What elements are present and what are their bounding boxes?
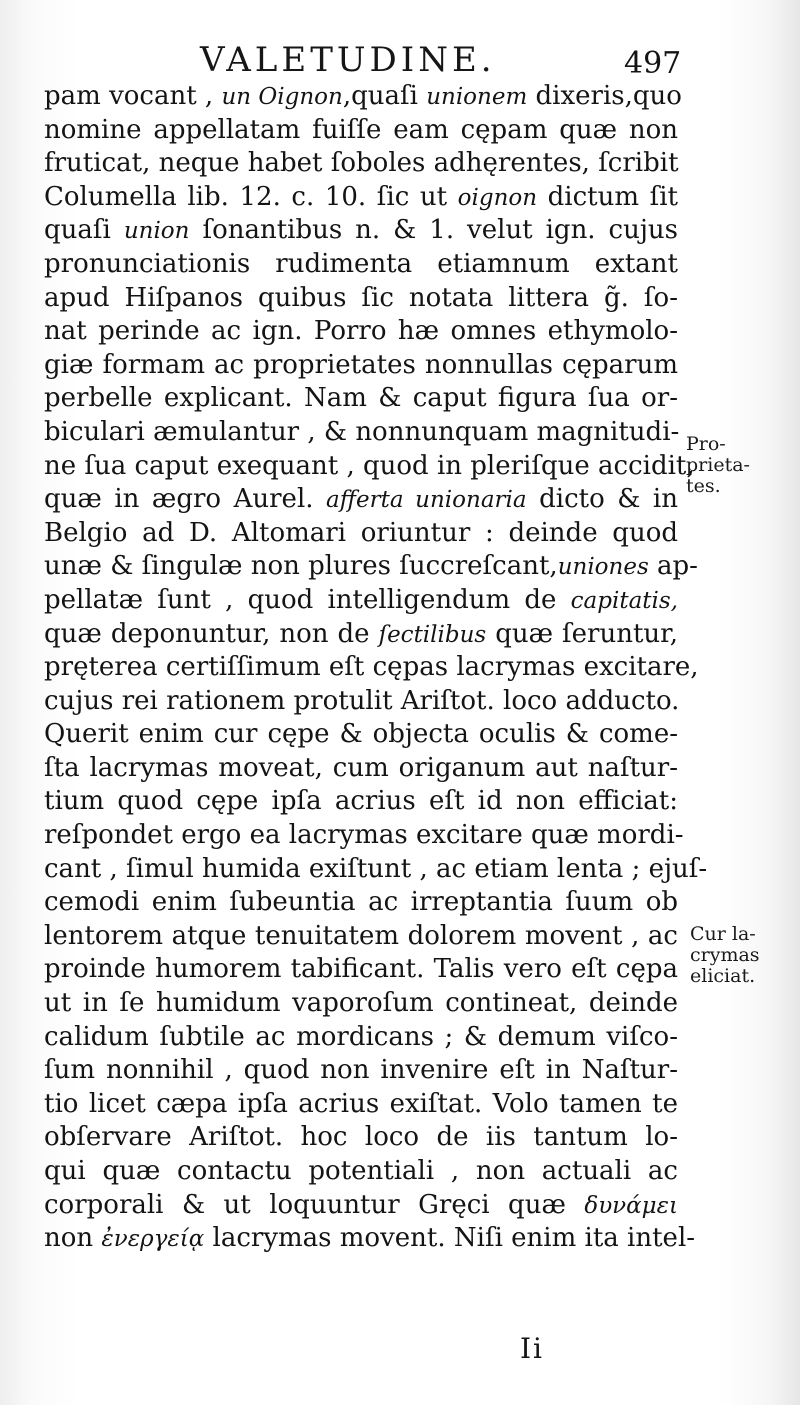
text-span: reſpondet ergo ea lacrymas excitare quæ mordi- [44, 820, 684, 851]
text-line [44, 349, 678, 383]
text-line [44, 114, 678, 148]
margin-note-line: tes. [686, 475, 721, 497]
text-line [44, 618, 678, 652]
text-line [44, 651, 699, 685]
text-line [44, 550, 698, 584]
italic-span: capitatis, [570, 587, 678, 614]
text-line [44, 752, 678, 786]
text-span: ſonantibus n. & 1. velut ign. cujus [189, 215, 679, 246]
running-head: VALETUDINE. [200, 40, 496, 80]
text-line [44, 953, 678, 987]
text-span: corporali & ut loquuntur Gręci quæ [44, 1189, 585, 1220]
text-line [44, 987, 678, 1021]
text-line [44, 1222, 696, 1256]
text-span: dictum ſit [537, 181, 678, 212]
text-span: quaſi [44, 215, 124, 246]
text-line [44, 785, 678, 819]
text-line [44, 80, 682, 114]
text-span: ,quaſi [342, 81, 427, 111]
text-span: nat perinde ac ign. Porro hæ omnes ethymolo- [44, 316, 678, 347]
text-line [44, 382, 678, 416]
text-line [44, 920, 678, 954]
text-line [44, 147, 678, 181]
text-line [44, 517, 678, 551]
text-line [44, 1054, 678, 1088]
text-span: qui quæ contactu potentiali , non actuali ac [44, 1156, 678, 1186]
margin-note-line: Pro- [686, 433, 726, 455]
text-line [44, 1088, 678, 1122]
text-line [44, 181, 678, 215]
text-line [44, 718, 678, 752]
text-line [44, 214, 678, 248]
text-span: pręterea certiſſimum eſt cępas lacrymas excitare, [44, 652, 699, 683]
italic-span: union [123, 218, 190, 245]
text-span: pam vocant , [44, 81, 222, 111]
text-span: pronunciationis rudimenta etiamnum extant [44, 248, 678, 279]
text-span: lacrymas movent. Niſi enim ita intel- [204, 1223, 696, 1254]
text-span: Columella lib. 12. c. 10. ſic ut [44, 181, 458, 212]
text-line [44, 685, 678, 719]
margin-note-line: eliciat. [690, 965, 756, 987]
text-line [44, 450, 695, 484]
text-span: quæ in ægro Aurel. [44, 484, 327, 515]
text-line [44, 1021, 678, 1055]
text-span: pellatæ ſunt , quod intelligendum de [44, 584, 571, 615]
italic-span: ἐνεργείᾳ [101, 1226, 205, 1253]
margin-note-line: Cur la- [690, 923, 756, 945]
text-line [44, 315, 678, 349]
text-line [44, 483, 678, 517]
text-span: dicto & in [526, 484, 678, 515]
text-span: fruticat, neque habet ſoboles adhęrentes, ſcribit [44, 148, 679, 179]
text-span: giæ formam ac proprietates nonnullas cęparum [44, 349, 678, 380]
italic-span: uniones [557, 554, 649, 581]
text-line [44, 1189, 678, 1223]
margin-note-line: prieta- [686, 454, 750, 476]
text-span: lentorem atque tenuitatem dolorem movent , ac [44, 920, 678, 951]
text-span: quæ ſeruntur, [486, 618, 678, 649]
body-text [44, 80, 708, 1256]
text-line [44, 1121, 678, 1155]
text-span: ſta lacrymas moveat, cum origanum aut naſtur- [44, 752, 678, 783]
italic-span: afferta unionaria [326, 487, 527, 514]
italic-span: unionem [426, 84, 528, 110]
text-line [44, 282, 678, 316]
text-line [44, 416, 678, 450]
margin-note-cur-lacrymas [690, 924, 760, 987]
text-span: tio licet cæpa ipſa acrius exiſtat. Volo tamen te [44, 1088, 678, 1119]
text-span: cujus rei rationem protulit Ariſtot. loco adducto. [44, 685, 680, 716]
margin-note-line: crymas [690, 944, 760, 966]
text-span: Belgio ad D. Altomari oriuntur : deinde quod [44, 517, 678, 548]
text-span: calidum ſubtile ac mordicans ; & demum viſco- [44, 1021, 678, 1052]
text-line [44, 853, 708, 887]
text-span: biculari æmulantur , & nonnunquam magnitudi- [44, 416, 680, 447]
text-span: ap- [648, 551, 698, 582]
text-span: quæ deponuntur, non de [44, 618, 379, 649]
text-line [44, 248, 678, 282]
text-span: ne ſua caput exequant , quod in pleriſque accidit, [44, 450, 695, 481]
text-span: apud Hiſpanos quibus ſic notata littera g̃. ſo- [44, 282, 678, 313]
text-span: ut in ſe humidum vaporoſum contineat, deinde [44, 988, 678, 1019]
italic-span: δυνάμει [584, 1192, 678, 1219]
margin-note-proprietates [686, 434, 750, 497]
text-line [44, 584, 678, 618]
text-span: proinde humorem tabificant. Talis vero eſt cępa [44, 954, 678, 985]
text-span: perbelle explicant. Nam & caput figura ſua or- [44, 383, 678, 414]
text-span: nomine appellatam fuiſſe eam cępam quæ non [44, 114, 678, 145]
text-span: ſum nonnihil , quod non invenire eſt in Naſtur- [44, 1055, 678, 1086]
italic-span: un Oignon [221, 84, 343, 110]
text-line [44, 1155, 678, 1189]
text-span: Querit enim cur cępe & objecta oculis & come- [44, 719, 678, 750]
text-span: non [44, 1223, 102, 1254]
text-line [44, 819, 684, 853]
italic-span: oignon [457, 184, 538, 211]
text-span: cant , ſimul humida exiſtunt , ac etiam lenta ; ejuſ- [44, 853, 708, 884]
text-span: obſervare Ariſtot. hoc loco de iis tantum lo- [44, 1122, 678, 1153]
text-span: dixeris,quo [527, 81, 682, 111]
text-span: cemodi enim ſubeuntia ac irreptantia ſuum ob [44, 887, 678, 918]
italic-span: ſectilibus [378, 621, 487, 648]
text-span: tium quod cępe ipſa acrius eſt id non efficiat: [44, 786, 678, 817]
signature-mark: Ii [520, 1332, 545, 1365]
text-line [44, 886, 678, 920]
text-span: unæ & ſingulæ non plures ſuccreſcant, [44, 551, 558, 582]
page-number: 497 [624, 46, 682, 81]
